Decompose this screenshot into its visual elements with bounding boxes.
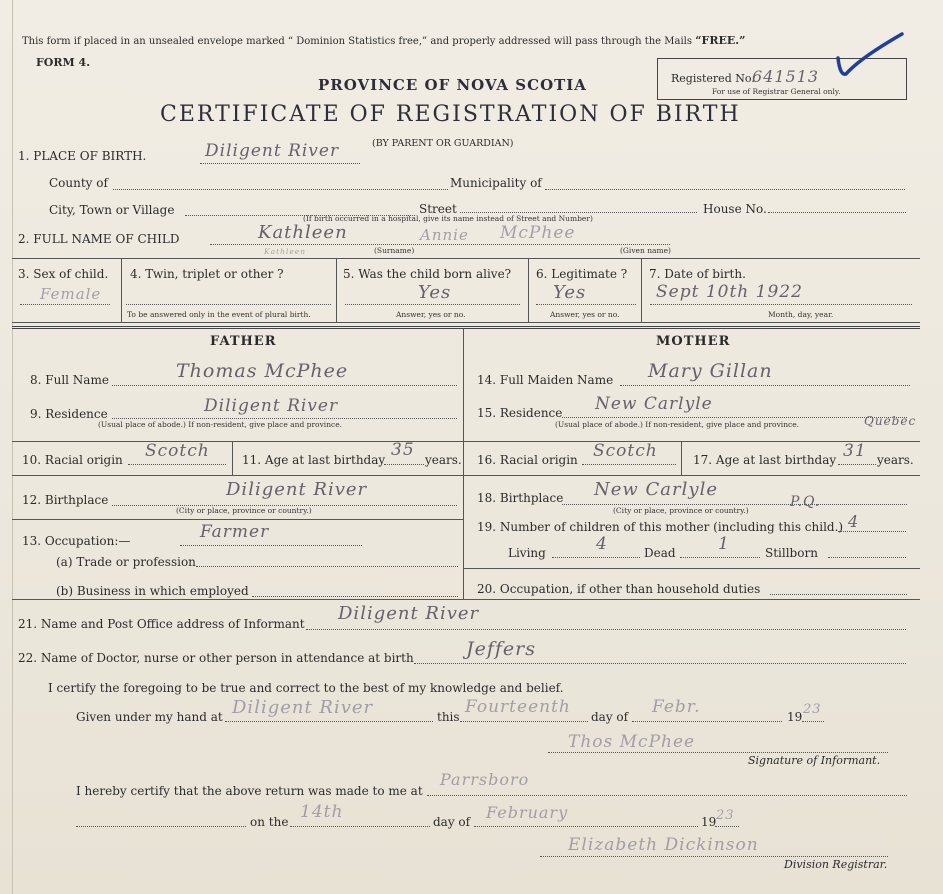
twin-line [126,304,331,305]
county-label: County of [49,176,108,190]
trade-label: (a) Trade or profession [56,555,196,569]
twin-label: 4. Twin, triplet or other ? [130,267,284,281]
registration-year-prefix: 19 [701,815,717,829]
page-edge-line [12,0,13,894]
given-name-caption: (Given name) [620,246,671,255]
registrar-lead-line [76,826,246,827]
certificate-subtitle: (BY PARENT OR GUARDIAN) [372,138,514,149]
doctor-label: 22. Name of Doctor, nurse or other person in attendance at birth [18,651,414,665]
hospital-note: (If birth occurred in a hospital, give its name instead of Street and Number) [303,214,593,223]
legitimate-label: 6. Legitimate ? [536,267,628,281]
mother-name-label: 14. Full Maiden Name [477,373,614,387]
given-label: Given under my hand at [76,710,223,724]
father-occupation-value: Farmer [200,522,270,542]
living-label: Living [508,546,546,560]
mother-birthplace-line [562,504,907,505]
place-of-birth-value: Diligent River [205,141,340,161]
father-age-label: 11. Age at last birthday [242,453,386,467]
father-birthplace-note: (City or place, province or country.) [176,506,312,515]
born-alive-label: 5. Was the child born alive? [343,267,512,281]
father-racial-label: 10. Racial origin [22,453,123,467]
surname-caption: (Surname) [374,246,415,255]
mother-name-line [620,385,910,386]
this-label: this [437,710,460,724]
registration-month: February [486,803,569,822]
mother-birthplace-extra: P.Q. [790,494,821,510]
trade-line [196,566,458,567]
given-day-line [460,721,588,722]
father-row-rule-3 [12,519,463,520]
mother-occupation-label: 20. Occupation, if other than household duties [477,582,761,596]
legitimate-value: Yes [553,282,587,303]
mother-birthplace-label: 18. Birthplace [477,491,564,505]
father-residence-label: 9. Residence [30,407,108,421]
mother-row-divider [681,441,682,475]
father-racial-value: Scotch [145,441,210,461]
father-occupation-label: 13. Occupation:— [22,534,131,548]
date-of-birth-line [650,304,912,305]
children-count-value: 4 [848,512,860,531]
parents-divider [463,329,464,599]
twin-note: To be answered only in the event of plural birth. [127,310,311,319]
registration-day: 14th [300,802,344,822]
day-of-label: day of [591,710,629,724]
father-age-line [384,464,424,465]
father-heading: FATHER [210,334,277,349]
child-given-name: Kathleen [258,222,348,243]
given-year-line [802,721,824,722]
divider-3-4 [121,258,122,322]
registrar-note: For use of Registrar General only. [712,87,841,96]
legitimate-line [536,304,636,305]
informant-value: Diligent River [338,603,480,624]
given-year: 23 [803,702,822,717]
father-residence-note: (Usual place of abode.) If non-resident, give place and province. [98,420,343,429]
on-the-label: on the [250,815,289,829]
mother-birthplace-value: New Carlyle [594,479,718,500]
registrar-signature: Elizabeth Dickinson [568,835,759,855]
mother-residence-line [562,417,907,418]
registrar-place-line [427,795,907,796]
legitimate-note: Answer, yes or no. [550,310,620,319]
given-place-line [225,721,433,722]
registrar-signature-caption: Division Registrar. [784,858,888,871]
informant-signature-line [548,752,888,753]
date-of-birth-note: Month, day, year. [768,310,834,319]
certify-text: I certify the foregoing to be true and correct to the best of my knowledge and belief. [48,681,564,695]
given-month-line [632,721,782,722]
street-line [460,212,697,213]
divider-5-6 [528,258,529,322]
registrar-place: Parrsboro [440,770,530,789]
father-name-line [112,385,457,386]
place-of-birth-line [200,163,360,164]
informant-signature: Thos McPhee [568,732,696,752]
father-birthplace-value: Diligent River [226,479,368,500]
row-top-rule [12,258,920,259]
stillborn-line [828,557,906,558]
given-day: Fourteenth [465,697,571,717]
mother-racial-value: Scotch [593,441,658,461]
father-age-unit: years. [425,453,462,467]
parents-top-rule [12,326,920,329]
municipality-line [545,189,905,190]
child-name-line [210,244,670,245]
house-no-label: House No. [703,202,767,216]
mother-racial-line [582,464,676,465]
mother-age-value: 31 [843,441,867,461]
registration-day-of-label: day of [433,815,471,829]
born-alive-line [345,304,520,305]
mother-residence-value: New Carlyle [595,394,713,414]
child-name-label: 2. FULL NAME OF CHILD [18,232,180,246]
business-line [252,596,458,597]
father-name-label: 8. Full Name [30,373,109,387]
mother-birthplace-note: (City or place, province or country.) [613,506,749,515]
children-count-label: 19. Number of children of this mother (including this child.) [477,520,844,534]
registration-month-line [474,826,698,827]
living-value: 4 [596,534,608,554]
registrar-signature-line [540,856,888,857]
father-age-value: 35 [391,440,415,460]
registrar-statement: I hereby certify that the above return was made to me at [76,784,423,798]
stillborn-label: Stillborn [765,546,818,560]
born-alive-note: Answer, yes or no. [396,310,466,319]
municipality-label: Municipality of [450,176,542,190]
informant-line [306,629,906,630]
date-of-birth-label: 7. Date of birth. [649,267,746,281]
father-residence-value: Diligent River [204,396,339,416]
father-row-rule-2 [12,475,463,476]
mother-row-rule-3 [463,568,920,569]
mother-occupation-line [770,594,907,595]
mother-name-value: Mary Gillan [648,360,773,382]
blue-check-mark [820,28,910,88]
mother-residence-extra: Quebec [864,414,917,428]
city-label: City, Town or Village [49,203,175,217]
dead-line [680,557,760,558]
registered-value: 641513 [752,67,820,86]
father-name-value: Thomas McPhee [176,360,349,382]
province-title: PROVINCE OF NOVA SCOTIA [318,76,587,94]
given-year-prefix: 19 [787,710,803,724]
dead-label: Dead [644,546,676,560]
father-birthplace-label: 12. Birthplace [22,493,109,507]
registration-year-line [715,826,739,827]
sex-value: Female [40,285,102,303]
child-name-small-note: Kathleen [264,247,307,256]
child-surname: McPhee [500,223,576,243]
informant-signature-caption: Signature of Informant. [748,754,881,767]
mail-free-text: “FREE.” [695,34,746,47]
date-of-birth-value: Sept 10th 1922 [656,282,803,302]
father-racial-line [128,464,226,465]
informant-label: 21. Name and Post Office address of Informant [18,617,305,631]
mother-age-line [838,464,876,465]
parents-bottom-rule [12,599,920,600]
divider-4-5 [336,258,337,322]
mother-racial-label: 16. Racial origin [477,453,578,467]
doctor-value: Jeffers [466,638,537,660]
row-bottom-rule [12,322,920,323]
form-number: FORM 4. [36,56,91,69]
mother-row-rule-2 [463,475,920,476]
sex-line [20,304,110,305]
sex-label: 3. Sex of child. [18,267,109,281]
divider-6-7 [641,258,642,322]
mail-notice [22,34,745,47]
father-residence-line [112,418,457,419]
doctor-line [414,663,906,664]
mother-residence-label: 15. Residence [477,406,563,420]
mother-age-label: 17. Age at last birthday [693,453,837,467]
given-place: Diligent River [232,697,374,718]
registered-label: Registered No. [671,72,755,85]
place-of-birth-label: 1. PLACE OF BIRTH. [18,149,147,163]
born-alive-value: Yes [418,282,452,303]
mother-heading: MOTHER [656,334,731,349]
registration-day-line [290,826,430,827]
house-no-line [768,212,906,213]
registration-year: 23 [716,808,735,823]
dead-value: 1 [718,534,730,554]
business-label: (b) Business in which employed [56,584,249,598]
mail-notice-text: This form if placed in an unsealed envelope marked “ Dominion Statistics free,” and properly addressed will pass through the Mails [22,36,692,47]
children-count-line [838,531,906,532]
mother-age-unit: years. [877,453,914,467]
living-line [552,557,640,558]
given-month: Febr. [652,697,701,717]
certificate-title: CERTIFICATE OF REGISTRATION OF BIRTH [160,102,741,127]
county-line [113,189,448,190]
father-row-divider [232,441,233,475]
child-middle-name: Annie [420,226,469,244]
father-occupation-line [180,545,362,546]
mother-residence-note: (Usual place of abode.) If non-resident, give place and province. [555,420,800,429]
street-label: Street [419,202,457,216]
